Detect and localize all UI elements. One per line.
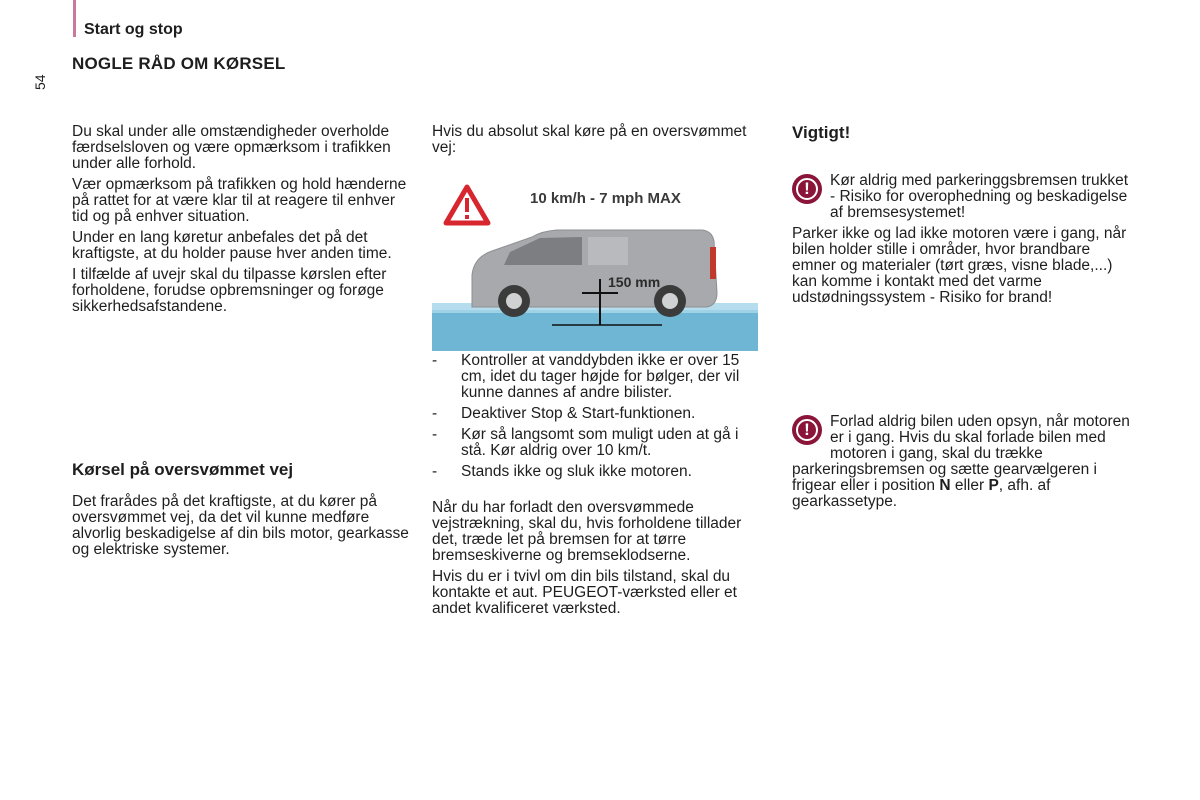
paragraph: Vær opmærksom på trafikken og hold hænderne på rattet for at være klar til at reagere til enhver tid og på enhver situation. [72, 176, 407, 225]
exclamation-warning-icon: ! [792, 174, 822, 204]
gear-n: N [939, 477, 951, 494]
warning-block-parking-brake [792, 173, 1137, 311]
column-general-advice [72, 124, 412, 320]
paragraph: Under en lang køretur anbefales det på det kraftigste, at du holder pause hver anden time. [72, 229, 392, 262]
bullet-marker: - [432, 426, 438, 443]
van-in-water-figure [432, 175, 758, 351]
list-item [432, 427, 762, 459]
page-number: 54 [32, 74, 48, 90]
page-title: NOGLE RÅD OM KØRSEL [72, 54, 286, 73]
important-heading: Vigtigt! [792, 123, 851, 142]
speed-limit-label: 10 km/h - 7 mph MAX [530, 190, 681, 207]
depth-label: 150 mm [608, 274, 661, 290]
flood-subheading: Kørsel på oversvømmet vej [72, 460, 294, 479]
warning-block-unattended: ! Forlad aldrig bilen uden opsyn, når motoren er i gang. Hvis du skal forlade bilen med motoren i gang, skal du trække parkeringsbremsen og sætte gearvælgeren i frigear eller i position N eller P, afh. af gearkassetype. [792, 413, 1130, 510]
flood-paragraph-block [72, 494, 412, 563]
van-shape [472, 230, 717, 317]
flood-driving-illustration [432, 175, 758, 351]
water-area [432, 310, 758, 351]
after-flood-block [432, 500, 767, 622]
exclamation-warning-icon: ! [792, 415, 822, 445]
section-header: Start og stop [84, 21, 183, 38]
warning-triangle-icon [446, 187, 488, 223]
paragraph: Du skal under alle omstændigheder overholde færdselsloven og være opmærksom i trafikken under alle forhold. [72, 123, 391, 172]
list-item-text: Deaktiver Stop & Start-funktionen. [461, 405, 696, 422]
paragraph: Hvis du er i tvivl om din bils tilstand, skal du kontakte et aut. PEUGEOT-værksted eller et andet kvalificeret værksted. [432, 568, 737, 617]
list-item [432, 353, 762, 401]
section-accent-bar [73, 0, 76, 37]
gear-p: P [988, 477, 999, 494]
warning-text: Parker ikke og lad ikke motoren være i gang, når bilen holder stille i områder, hvor brandbare emner og materialer (tørt græs, visne blade,...) kan komme i kontakt med det varme udstødningssystem - Risiko for brand! [792, 225, 1127, 306]
warning-text: Forlad aldrig bilen uden opsyn, når motoren er i gang. Hvis du skal forlade bilen med motoren i gang, skal du trække parkeringsbremsen og sætte gearvælgeren i frigear eller i position [792, 413, 1130, 494]
paragraph: Det frarådes på det kraftigste, at du kører på oversvømmet vej, da det vil kunne medføre alvorlig beskadigelse af din bils motor, gearkasse og elektriske systemer. [72, 493, 409, 558]
paragraph: I tilfælde af uvejr skal du tilpasse kørslen efter forholdene, forudse opbremsninger og forøge sikkerhedsafstandene. [72, 266, 387, 315]
flood-instructions-list [432, 353, 762, 485]
column-flooded-road [432, 124, 767, 161]
paragraph: Når du har forladt den oversvømmede vejstrækning, skal du, hvis forholdene tillader det, træde let på bremsen for at tørre bremseskiverne og bremseklodserne. [432, 499, 742, 564]
bullet-marker: - [432, 352, 438, 369]
list-item-text: Kontroller at vanddybden ikke er over 15 cm, idet du tager højde for bølger, der vil kunne dannes af andre bilister. [461, 352, 740, 401]
list-item-text: Stands ikke og sluk ikke motoren. [461, 463, 692, 480]
intro-paragraph: Hvis du absolut skal køre på en oversvømmet vej: [432, 123, 747, 156]
list-item [432, 406, 762, 422]
bullet-marker: - [432, 463, 438, 480]
list-item [432, 464, 762, 480]
list-item-text: Kør så langsomt som muligt uden at gå i stå. Kør aldrig over 10 km/t. [461, 426, 739, 459]
warning-text: Kør aldrig med parkeringgsbremsen trukket - Risiko for overophedning og beskadigelse af bremsesystemet! [830, 172, 1129, 221]
bullet-marker: - [432, 405, 438, 422]
